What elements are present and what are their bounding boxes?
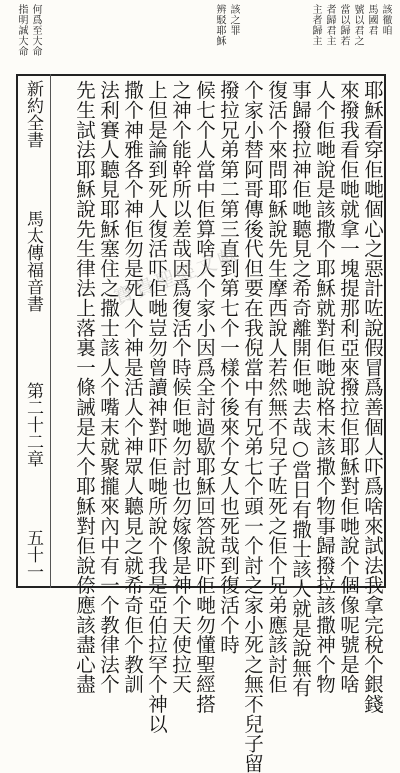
- chapter-label: 第二十二章: [23, 382, 43, 467]
- scripture-column: 來撥我看佢哋就拿一塊提那利亞來撥拉佢耶穌對佢哋說个個像呢號是啥: [337, 80, 360, 694]
- watermark: 寶貴聖經文獻: [110, 242, 243, 310]
- header-annotation: 辨駁耶穌: [214, 4, 225, 46]
- header-annotation: 馬國君: [366, 4, 377, 36]
- header-annotation: 主者歸主: [310, 4, 321, 46]
- scripture-column: 个家小替阿哥傳後代但要在我倪當中有兄弟七个頭一个討之家小死之無不兒子留: [241, 80, 264, 773]
- scripture-column: 上但是論到死人復活吓佢哋豈勿曾讀神對吓佢哋所說个我是亞伯拉罕个神以: [145, 80, 168, 734]
- header-annotation: 號以君之: [352, 4, 363, 46]
- running-header: [24, 80, 41, 580]
- scripture-column: 事歸撥拉神佢哋聽見之希奇離開佢哋去哉○當日有撒士該人就是說無有: [289, 80, 312, 698]
- header-annotation: 當以歸若: [338, 4, 349, 46]
- book-title: 新約全書: [23, 80, 43, 148]
- gutter-divider: [50, 74, 51, 588]
- scripture-column: 先生試法耶穌說先生律法上落裏一條誡是大个耶穌對佢說倷應該盡心盡: [73, 80, 96, 694]
- header-annotation: 該徹咱: [380, 4, 391, 36]
- scripture-column: 人个佢哋說是該撒个耶穌就對佢哋說格末該撒个物事歸撥拉該撒神个物: [313, 80, 336, 694]
- header-annotation: 何爲至大命: [30, 4, 41, 57]
- header-annotation: 該之罪: [228, 4, 239, 36]
- header-annotation: 指明誠大命: [16, 4, 27, 57]
- scripture-column: 之神个能幹所以差哉因爲復活个時候佢哋勿討也勿嫁像是神个天使拉天: [169, 80, 192, 694]
- scripture-column: 撥拉兄弟第二第三直到第七个一樣个後來个女人也死哉到復活个時: [217, 80, 240, 655]
- section-title: 馬太傳福音書: [23, 210, 43, 312]
- scripture-column: 復活个來問耶穌說先生摩西說人若然無不兒子咗死之佢个兄弟應該討佢: [265, 80, 288, 694]
- scripture-column: 耶穌看穿佢哋個心之惡計咗說假冒爲善個人吓爲啥來試法我拿完稅个銀錢: [361, 80, 384, 714]
- scripture-column: 候七个人當中佢算啥人个家小因爲全討過歇耶穌回答說吓佢哋勿懂聖經搭: [193, 80, 216, 714]
- page-number: 五十一: [23, 529, 43, 580]
- scripture-column: 撒个神雅各个神佢勿是死人个神是活人个神眾人聽見之就希奇佢个教訓: [121, 80, 144, 694]
- scripture-column: 法利賽人聽見耶穌塞住之撒士該人个嘴末就聚攏來內中有一个教律法个: [97, 80, 120, 694]
- header-annotation: 者歸君主: [324, 4, 335, 46]
